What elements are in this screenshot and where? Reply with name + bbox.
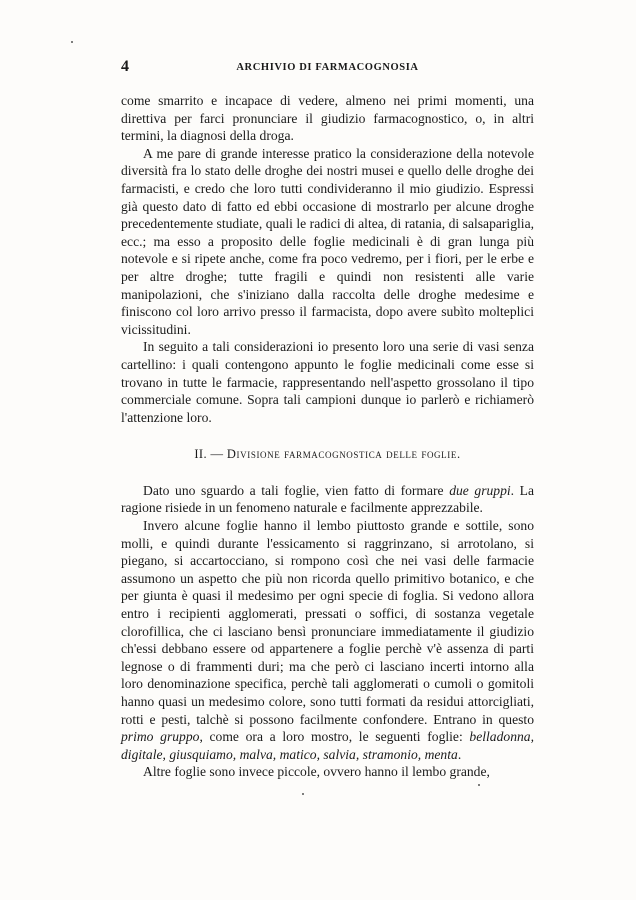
section-number: II. — (194, 447, 224, 462)
paragraph-5 (121, 517, 534, 763)
paragraph-2: A me pare di grande interesse pratico la considerazione della notevole diversità fra lo stato delle droghe dei nostri musei e quello delle droghe dei farmacisti, e credo che loro tutti condivideranno il mio giudizio. Espressi già questo dato di fatto ed ebbi occasione di mostrarlo per alcune droghe precedentemente studiate, quali le radici di altea, di ratania, di salsapariglia, ecc.; ma esso a proposito delle foglie medicinali è di gran lunga più notevole e si ripete anche, come fra poco vedremo, per i fiori, per le erbe e per altre droghe; tutte fragili e quindi non resistenti alle varie manipolazioni, che s'iniziano dalla raccolta delle droghe medesime e finiscono col loro arrivo presso il farmacista, dopo avere subìto molteplici vicissitudini. (121, 145, 534, 337)
print-speck (71, 41, 73, 43)
paragraph-5-text: Invero alcune foglie hanno il lembo piuttosto grande e sottile, sono molli, e quindi durante l'essicamento si raggrinzano, si arrotolano, si piegano, si accartocciano, si rompono così che nei vasi delle farmacie assumono un aspetto che più non ricorda quello primitivo botanico, e che per giunta è quasi il medesimo per ogni specie di foglia. Si vedono allora entro i recipienti agglomerati, pressati o soffici, di sostanza vegetale clorofillica, che ci lasciano bensì pronunciare immediatamente il giudizio ch'essi debbano essere od appartenere a foglie perchè v'è assenza di parti legnose o di frammenti duri; ma che però ci lasciano incerti intorno alla loro denominazione specifica, perchè tali agglomerati o cumoli o gomitoli hanno quasi un medesimo colore, sono tutti formati da residui attorcigliati, rotti e pesti, talchè si possono facilmente confondere. Entrano in questo (121, 518, 534, 727)
print-speck (478, 784, 480, 786)
paragraph-4-before: Dato uno sguardo a tali foglie, vien fatto di formare (143, 482, 450, 498)
paragraph-5-middle: , come ora a loro mostro, le seguenti foglie: (199, 729, 470, 745)
paragraph-5-leaf-list: belladonna, digitale, giusquiamo, malva, matico, salvia, stramonio, menta (121, 729, 534, 762)
body-text (121, 92, 534, 781)
page-header (121, 58, 534, 80)
section-heading (121, 446, 534, 464)
paragraph-4 (121, 482, 534, 517)
paragraph-5-end: . (457, 746, 462, 762)
paragraph-1: come smarrito e incapace di vedere, almeno nei primi momenti, una direttiva per farci pronunciare il giudizio farmacognostico, o, in altri termini, la diagnosi della droga. (121, 93, 534, 144)
print-speck (302, 793, 304, 795)
paragraph-5-italic-group: primo gruppo (121, 729, 200, 745)
page (121, 58, 534, 781)
paragraph-3: In seguito a tali considerazioni io presento loro una serie di vasi senza cartellino: i quali contengono appunto le foglie medicinali come esse si trovano in tutte le farmacie, rappresentando nell'aspetto grossolano il tipo commerciale comune. Sopra tali campioni dunque io parlerò e richiamerò l'attenzione loro. (121, 339, 534, 425)
running-title: ARCHIVIO DI FARMACOGNOSIA (236, 62, 419, 73)
paragraph-6: Altre foglie sono invece piccole, ovvero hanno il lembo grande, (143, 764, 490, 780)
paragraph-4-after: . La ragione risiede in un fenomeno naturale e facilmente apprezzabile. (121, 482, 535, 516)
section-title: Divisione farmacognostica delle foglie. (226, 447, 461, 462)
paragraph-4-italic: due gruppi (449, 482, 511, 498)
page-number: 4 (121, 58, 129, 75)
